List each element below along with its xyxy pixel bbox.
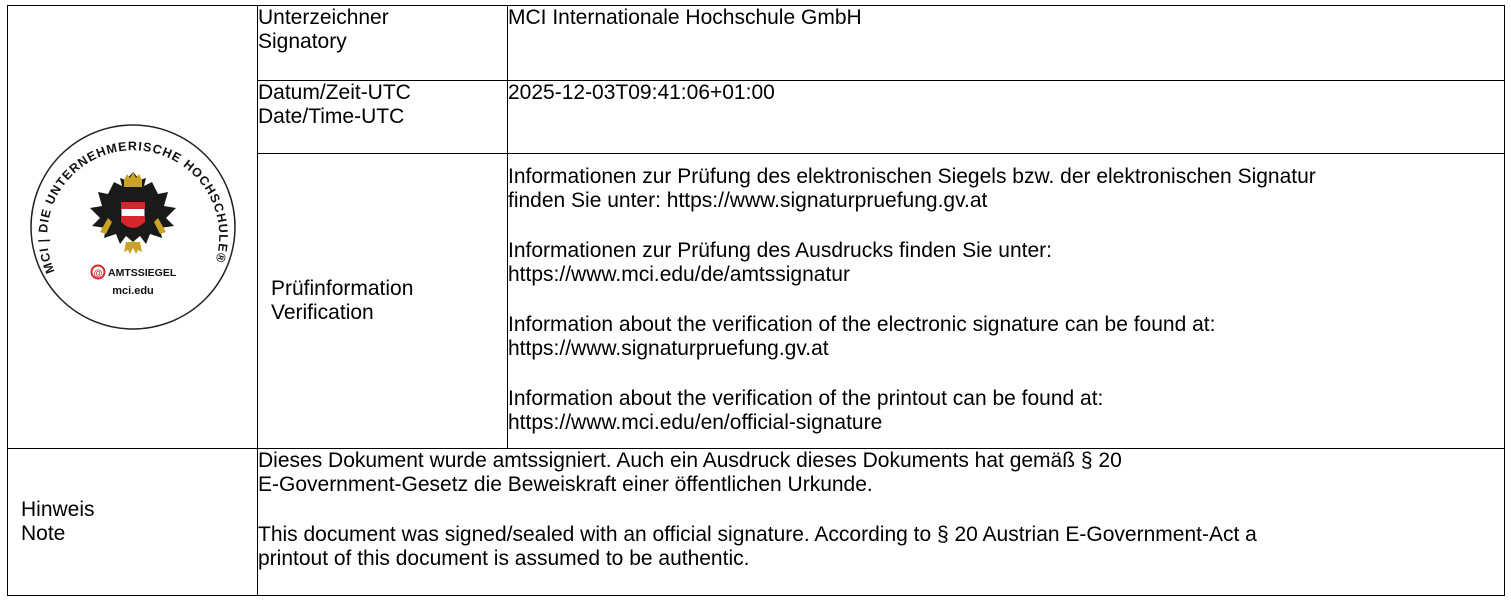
verification-paragraph: [508, 165, 1504, 213]
note-text: [258, 449, 1505, 596]
seal-ring-text: MCI | DIE UNTERNEHMERISCHE HOCHSCHULE®: [35, 139, 230, 276]
verification-paragraph: [508, 313, 1504, 361]
signatory-row: [8, 6, 1505, 81]
signatory-value: MCI Internationale Hochschule GmbH: [508, 6, 1505, 81]
seal-cell: [8, 6, 258, 449]
signatory-label-en: Signatory: [258, 30, 347, 53]
verification-paragraph: [508, 387, 1504, 435]
at-symbol-icon: @: [93, 268, 102, 278]
note-label-de: Hinweis: [21, 498, 95, 521]
note-paragraph: [258, 449, 1504, 497]
verification-line: Informationen zur Prüfung des elektronischen Siegels bzw. der elektronischen Signatur: [508, 165, 1316, 188]
signatory-label: [258, 6, 508, 81]
verification-line: https://www.mci.edu/en/official-signature: [508, 411, 883, 434]
verification-line: finden Sie unter: https://www.signaturpruefung.gv.at: [508, 189, 988, 212]
datetime-value: 2025-12-03T09:41:06+01:00: [508, 81, 1505, 154]
note-line: This document was signed/sealed with an official signature. According to § 20 Austrian E-Government-Act a: [258, 523, 1257, 546]
verification-line: https://www.mci.edu/de/amtssignatur: [508, 263, 850, 286]
verification-info: [508, 154, 1505, 449]
verification-label-en: Verification: [271, 301, 374, 324]
datetime-label-en: Date/Time-UTC: [258, 105, 405, 128]
verification-label: [258, 154, 508, 449]
datetime-label: [258, 81, 508, 154]
note-paragraph: [258, 523, 1504, 571]
verification-line: Information about the verification of the printout can be found at:: [508, 387, 1104, 410]
verification-line: Informationen zur Prüfung des Ausdrucks finden Sie unter:: [508, 239, 1052, 262]
note-label: [8, 449, 258, 596]
amtssiegel-label: AMTSSIEGEL: [107, 267, 176, 279]
note-line: Dieses Dokument wurde amtssigniert. Auch ein Ausdruck dieses Dokuments hat gemäß § 20: [258, 449, 1122, 472]
verification-label-de: Prüfinformation: [271, 277, 414, 300]
note-row: [8, 449, 1505, 596]
verification-line: Information about the verification of the electronic signature can be found at:: [508, 313, 1216, 336]
official-seal-logo: [28, 122, 238, 332]
signature-block-table: [7, 5, 1505, 596]
note-line: printout of this document is assumed to be authentic.: [258, 547, 750, 570]
datetime-label-de: Datum/Zeit-UTC: [258, 81, 411, 104]
verification-line: https://www.signaturpruefung.gv.at: [508, 337, 829, 360]
seal-domain: mci.edu: [111, 285, 154, 297]
verification-paragraph: [508, 239, 1504, 287]
signatory-label-de: Unterzeichner: [258, 6, 389, 29]
note-label-en: Note: [21, 522, 66, 545]
note-line: E-Government-Gesetz die Beweiskraft einer öffentlichen Urkunde.: [258, 473, 873, 496]
